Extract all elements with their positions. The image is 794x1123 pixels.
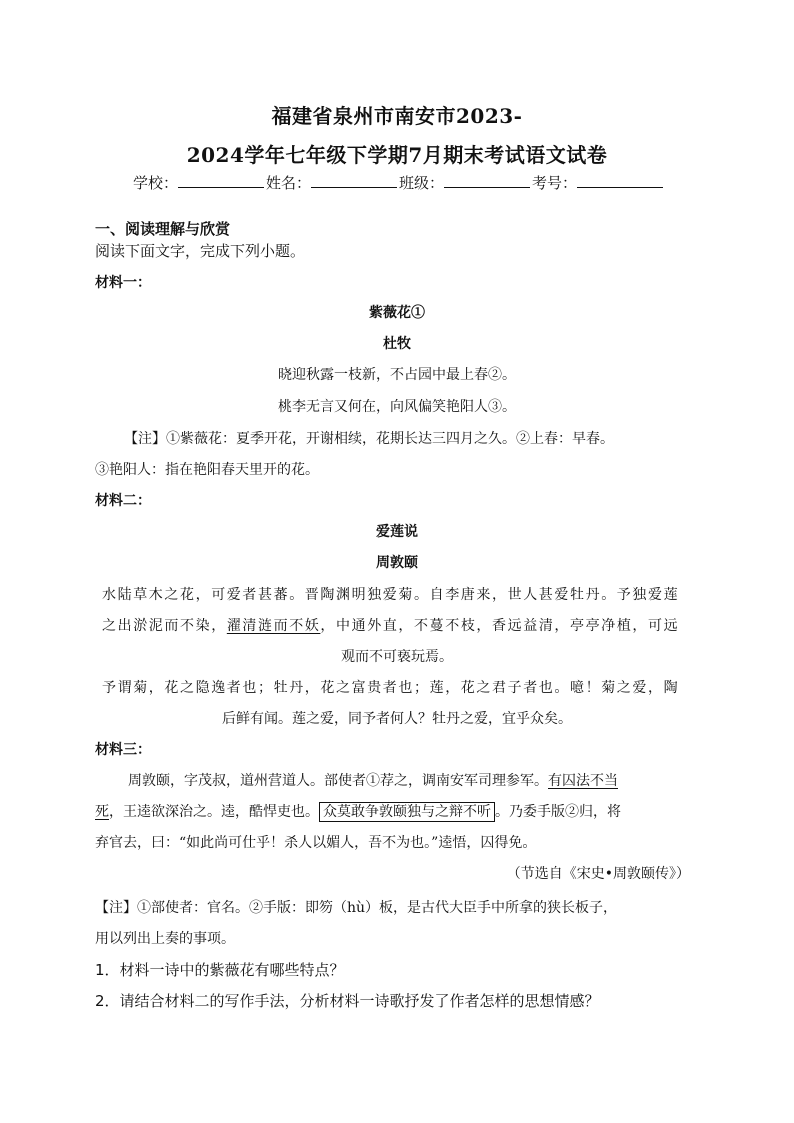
material3-line1: [128, 770, 618, 790]
material2-p1-line2: [102, 615, 679, 635]
underlined-sentence-end: 死: [95, 804, 109, 820]
student-info-row: [0, 172, 794, 193]
question-2: 2．请结合材料二的写作手法，分析材料一诗歌抒发了作者怎样的思想情感？: [95, 992, 600, 1010]
class-blank[interactable]: [444, 173, 530, 188]
material2-title: 爱莲说: [376, 524, 418, 540]
material3-source: （节选自《宋史•周敦颐传》）: [506, 866, 690, 882]
material2-p1-line1: 水陆草木之花，可爱者甚蕃。晋陶渊明独爱菊。自李唐来，世人甚爱牡丹。予独爱莲: [102, 587, 680, 603]
material2-p2-line2: 后鲜有闻。莲之爱，同予者何人？牡丹之爱，宜乎众矣。: [222, 711, 572, 727]
material1-poem-title: 紫薇花①: [369, 305, 425, 321]
material2-p1-line2-pre: 之出淤泥而不染，: [102, 618, 227, 634]
class-label: 班级：: [399, 174, 445, 192]
material3-line2-post: 。乃委手版②归，将: [495, 804, 621, 820]
material2-p1-line3: 观而不可亵玩焉。: [341, 649, 453, 665]
material3-note-line1: 【注】①部使者：官名。②手版：即笏（hù）板，是古代大臣手中所拿的狭长板子，: [95, 900, 618, 916]
question-1: 1．材料一诗中的紫薇花有哪些特点？: [95, 961, 345, 979]
exam-number-blank[interactable]: [577, 173, 663, 188]
section-heading: 一、阅读理解与欣赏: [95, 220, 231, 238]
material3-note-line2: 用以列出上奏的事项。: [95, 931, 235, 947]
boxed-sentence: 众莫敢争敦颐独与之辩不听: [319, 802, 495, 822]
exam-number-label: 考号：: [532, 174, 578, 192]
underlined-phrase: 濯清涟而不妖: [226, 618, 321, 634]
underlined-sentence-start: 有囚法不当: [548, 773, 618, 789]
material2-author: 周敦颐: [376, 555, 418, 571]
material1-poem-line1: 晓迎秋露一枝新，不占园中最上春②。: [278, 367, 516, 383]
material3-label: 材料三：: [95, 742, 151, 758]
school-label: 学校：: [132, 174, 178, 192]
material1-note-line1: 【注】①紫薇花：夏季开花，开谢相续，花期长达三四月之久。②上春：早春。: [124, 431, 614, 447]
name-label: 姓名：: [265, 174, 311, 192]
school-blank[interactable]: [178, 173, 264, 188]
material2-p1-line2-post: ，中通外直，不蔓不枝，香远益清，亭亭净植，可远: [320, 618, 680, 634]
exam-title-line1: 福建省泉州市南安市2023-: [271, 104, 523, 128]
material2-label: 材料二：: [95, 493, 151, 509]
material2-p2-line1: 予谓菊，花之隐逸者也；牡丹，花之富贵者也；莲，花之君子者也。噫！菊之爱，陶: [102, 680, 680, 696]
material3-line2-mid: ，王逵欲深治之。逵，酷悍吏也。: [109, 804, 319, 820]
material3-line2: [95, 801, 621, 821]
material3-line1-pre: 周敦颐，字茂叔，道州营道人。部使者①荐之，调南安军司理参军。: [128, 773, 548, 789]
material3-line3: 弃官去，曰：“如此尚可仕乎！杀人以媚人，吾不为也。”逵悟，囚得免。: [95, 835, 537, 851]
section-instruction: 阅读下面文字，完成下列小题。: [95, 242, 306, 260]
exam-title-line2: 2024学年七年级下学期7月期末考试语文试卷: [186, 143, 608, 167]
material1-poem-line2: 桃李无言又何在，向风偏笑艳阳人③。: [278, 399, 516, 415]
material1-label: 材料一：: [95, 275, 151, 291]
material1-poem-author: 杜牧: [383, 336, 411, 352]
material1-note-line2: ③艳阳人：指在艳阳春天里开的花。: [95, 462, 319, 478]
name-blank[interactable]: [311, 173, 397, 188]
